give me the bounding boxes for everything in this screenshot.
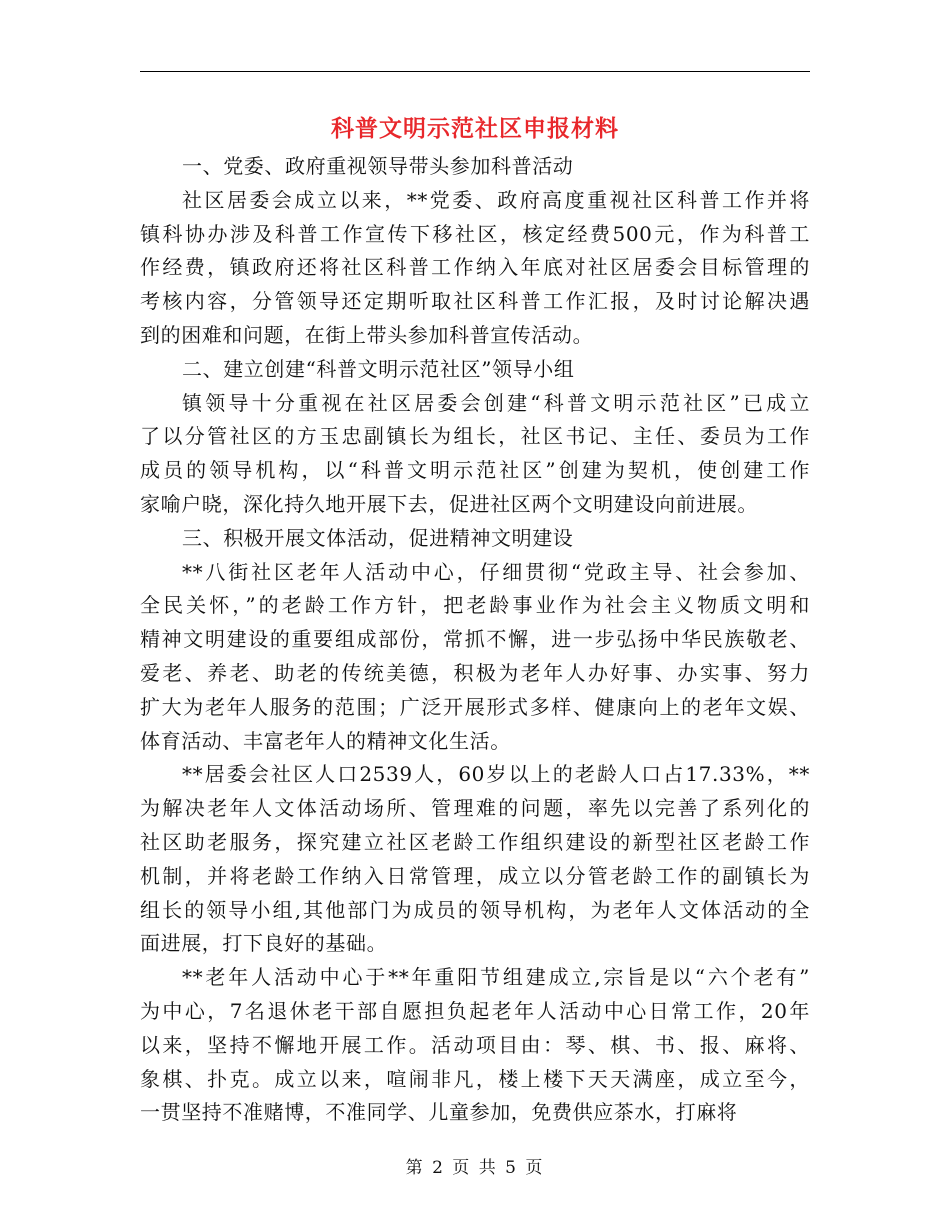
text-line: 机制，并将老龄工作纳入日常管理，成立以分管老龄工作的副镇长为 [140,863,810,888]
text-line: 组长的领导小组,其他部门为成员的领导机构，为老年人文体活动的全 [140,897,810,922]
text-line: 成员的领导机构，以“科普文明示范社区”创建为契机，使创建工作 [140,458,810,483]
text-line: 一贯坚持不准赌博，不准同学、儿童参加，免费供应茶水，打麻将 [140,1100,738,1125]
text-line: 全民关怀，”的老龄工作方针，把老龄事业作为社会主义物质文明和 [140,593,810,618]
text-line: 以来，坚持不懈地开展工作。活动项目由：琴、棋、书、报、麻将、 [140,1032,810,1057]
page-number-footer: 第 2 页 共 5 页 [405,1158,545,1178]
text-line: 为中心，7名退休老干部自愿担负起老年人活动中心日常工作，20年 [140,998,810,1023]
text-line: 精神文明建设的重要组成部份，常抓不懈，进一步弘扬中华民族敬老、 [140,627,810,652]
text-line: 作经费，镇政府还将社区科普工作纳入年底对社区居委会目标管理的 [140,255,810,280]
text-line: 镇科协办涉及科普工作宣传下移社区，核定经费500元，作为科普工 [140,221,810,246]
text-line: 一、党委、政府重视领导带头参加科普活动 [182,154,574,178]
text-line: **老年人活动中心于**年重阳节组建成立,宗旨是以“六个老有” [182,965,810,990]
text-line: 考核内容，分管领导还定期听取社区科普工作汇报，及时讨论解决遇 [140,289,810,314]
text-line: **居委会社区人口2539人，60岁以上的老龄人口占17.33%，** [182,762,810,787]
text-line: 家喻户晓，深化持久地开展下去，促进社区两个文明建设向前进展。 [140,491,758,516]
page-title: 科普文明示范社区申报材料 [331,116,619,142]
text-line: 了以分管社区的方玉忠副镇长为组长，社区书记、主任、委员为工作 [140,424,810,449]
text-line: 爱老、养老、助老的传统美德，积极为老年人办好事、办实事、努力 [140,660,810,685]
text-line: 三、积极开展文体活动，促进精神文明建设 [182,525,574,550]
text-line: 社区助老服务，探究建立社区老龄工作组织建设的新型社区老龄工作 [140,829,810,854]
text-line: 面进展，打下良好的基础。 [140,931,388,956]
text-line: 象棋、扑克。成立以来，喧闹非凡，楼上楼下天天满座，成立至今， [140,1066,810,1091]
text-line: 镇领导十分重视在社区居委会创建“科普文明示范社区”已成立 [182,390,810,415]
text-line: 为解决老年人文体活动场所、管理难的问题，率先以完善了系列化的 [140,796,810,821]
text-line: 扩大为老年人服务的范围；广泛开展形式多样、健康向上的老年文娱、 [140,694,810,719]
text-line: 到的困难和问题，在街上带头参加科普宣传活动。 [140,322,594,347]
text-line: 二、建立创建“科普文明示范社区”领导小组 [182,356,575,381]
text-line: 体育活动、丰富老年人的精神文化生活。 [140,728,511,753]
text-line: **八街社区老年人活动中心，仔细贯彻“党政主导、社会参加、 [182,559,810,584]
document-body [140,150,810,1130]
header-rule [140,71,810,72]
text-line: 社区居委会成立以来，**党委、政府高度重视社区科普工作并将 [182,187,810,212]
